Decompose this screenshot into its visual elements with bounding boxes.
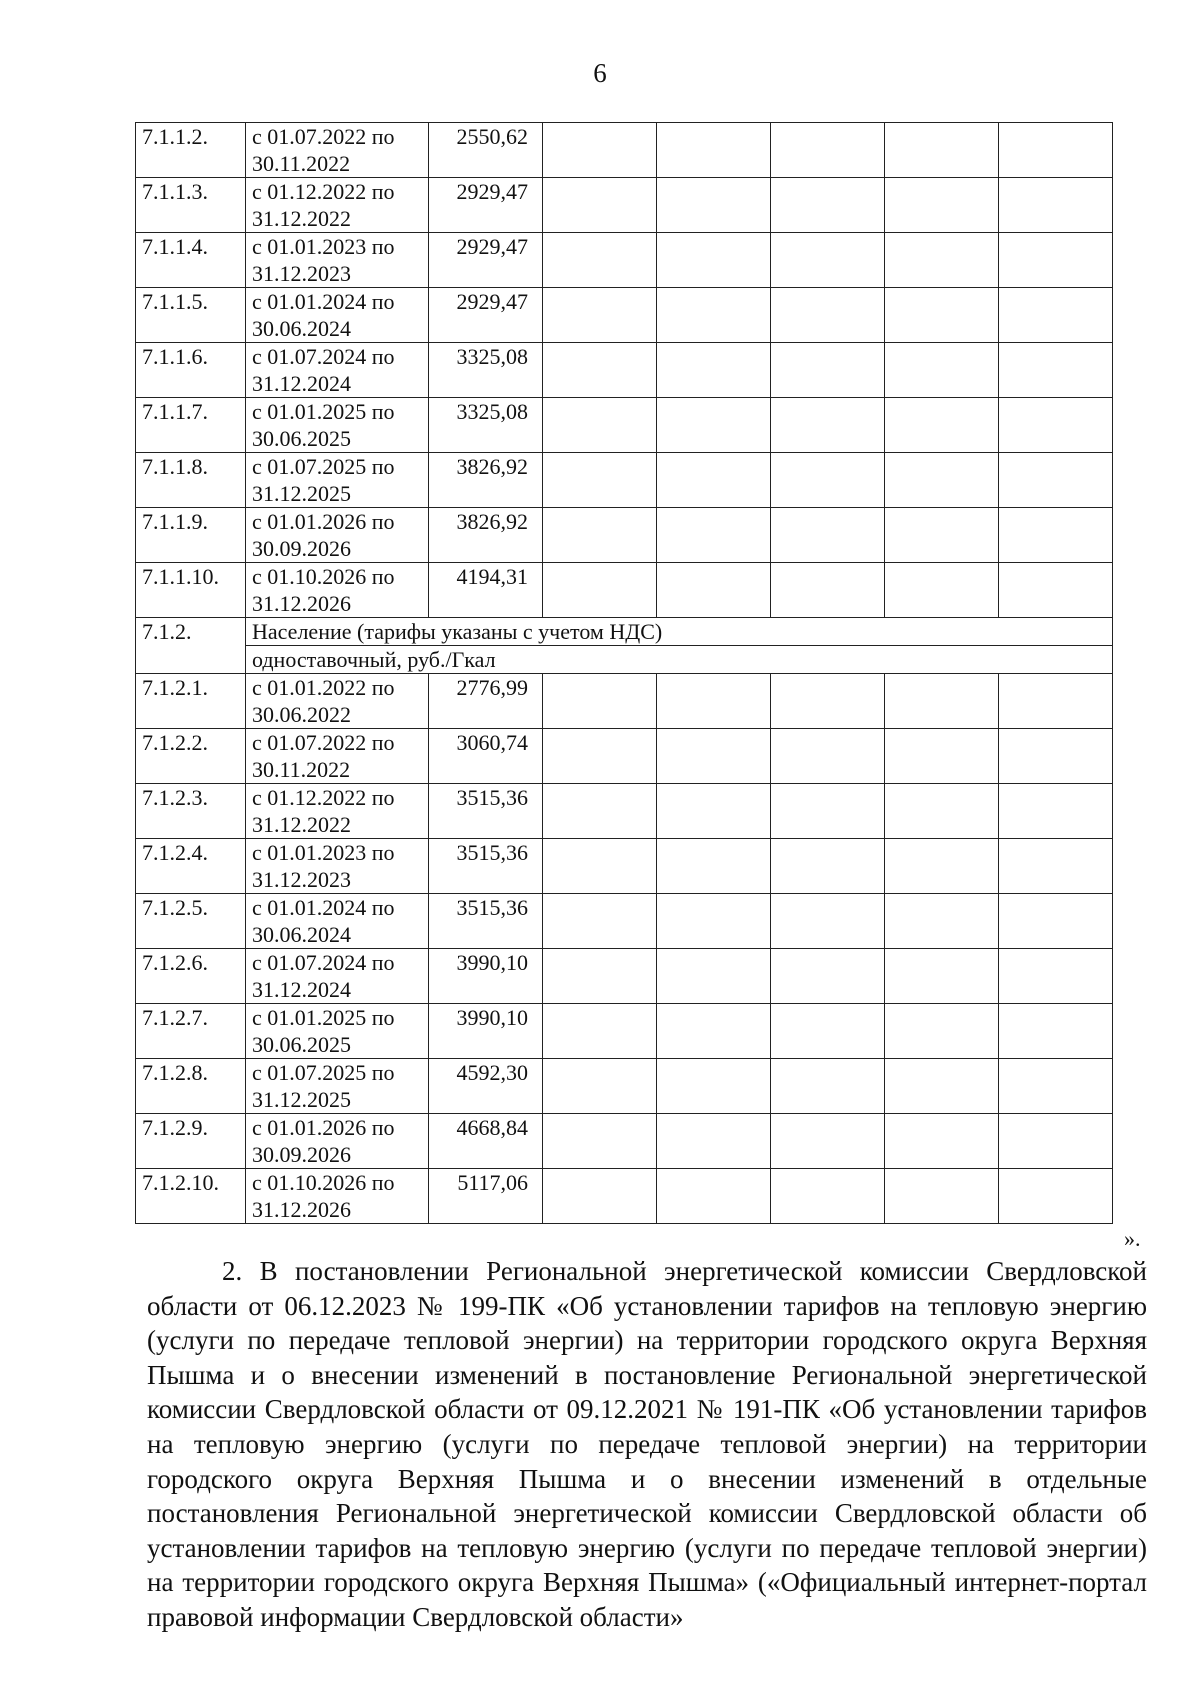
empty-cell bbox=[657, 178, 771, 233]
table-row bbox=[136, 949, 1113, 1004]
row-value: 4592,30 bbox=[429, 1059, 543, 1114]
empty-cell bbox=[543, 1004, 657, 1059]
row-value: 2550,62 bbox=[429, 123, 543, 178]
empty-cell bbox=[543, 453, 657, 508]
table-row bbox=[136, 1004, 1113, 1059]
empty-cell bbox=[999, 894, 1113, 949]
row-value: 4668,84 bbox=[429, 1114, 543, 1169]
empty-cell bbox=[543, 729, 657, 784]
row-period: с 01.12.2022 по 31.12.2022 bbox=[246, 178, 429, 233]
empty-cell bbox=[999, 453, 1113, 508]
table-row bbox=[136, 453, 1113, 508]
table-row bbox=[136, 563, 1113, 618]
row-period: с 01.01.2026 по 30.09.2026 bbox=[246, 508, 429, 563]
row-period: с 01.01.2024 по 30.06.2024 bbox=[246, 894, 429, 949]
empty-cell bbox=[657, 1169, 771, 1224]
table-row bbox=[136, 178, 1113, 233]
page-number: 6 bbox=[593, 58, 607, 88]
empty-cell bbox=[999, 839, 1113, 894]
empty-cell bbox=[543, 839, 657, 894]
empty-cell bbox=[885, 674, 999, 729]
empty-cell bbox=[543, 563, 657, 618]
empty-cell bbox=[657, 784, 771, 839]
empty-cell bbox=[771, 1059, 885, 1114]
row-number: 7.1.2.3. bbox=[136, 784, 246, 839]
empty-cell bbox=[771, 508, 885, 563]
row-period: с 01.01.2025 по 30.06.2025 bbox=[246, 398, 429, 453]
row-number: 7.1.2.1. bbox=[136, 674, 246, 729]
empty-cell bbox=[999, 784, 1113, 839]
empty-cell bbox=[771, 729, 885, 784]
empty-cell bbox=[771, 343, 885, 398]
empty-cell bbox=[885, 508, 999, 563]
table-row bbox=[136, 1169, 1113, 1224]
empty-cell bbox=[771, 563, 885, 618]
empty-cell bbox=[999, 1004, 1113, 1059]
empty-cell bbox=[657, 729, 771, 784]
row-period: с 01.07.2024 по 31.12.2024 bbox=[246, 343, 429, 398]
row-value: 3826,92 bbox=[429, 508, 543, 563]
row-period: с 01.01.2026 по 30.09.2026 bbox=[246, 1114, 429, 1169]
empty-cell bbox=[999, 233, 1113, 288]
table-row bbox=[136, 233, 1113, 288]
empty-cell bbox=[657, 453, 771, 508]
empty-cell bbox=[999, 729, 1113, 784]
empty-cell bbox=[771, 398, 885, 453]
empty-cell bbox=[543, 343, 657, 398]
empty-cell bbox=[999, 1059, 1113, 1114]
empty-cell bbox=[771, 233, 885, 288]
table-row bbox=[136, 398, 1113, 453]
empty-cell bbox=[657, 123, 771, 178]
row-value: 3325,08 bbox=[429, 343, 543, 398]
empty-cell bbox=[885, 453, 999, 508]
empty-cell bbox=[885, 729, 999, 784]
empty-cell bbox=[771, 1114, 885, 1169]
row-period: с 01.12.2022 по 31.12.2022 bbox=[246, 784, 429, 839]
table-row bbox=[136, 894, 1113, 949]
category-subtitle: одноставочный, руб./Гкал bbox=[246, 646, 1113, 674]
category-subtitle-row bbox=[136, 646, 1113, 674]
empty-cell bbox=[543, 1059, 657, 1114]
row-number: 7.1.1.3. bbox=[136, 178, 246, 233]
row-value: 2776,99 bbox=[429, 674, 543, 729]
empty-cell bbox=[657, 508, 771, 563]
empty-cell bbox=[543, 288, 657, 343]
row-number: 7.1.1.6. bbox=[136, 343, 246, 398]
row-period: с 01.10.2026 по 31.12.2026 bbox=[246, 563, 429, 618]
empty-cell bbox=[999, 674, 1113, 729]
table-row bbox=[136, 123, 1113, 178]
table-row bbox=[136, 288, 1113, 343]
row-value: 5117,06 bbox=[429, 1169, 543, 1224]
empty-cell bbox=[771, 1169, 885, 1224]
empty-cell bbox=[999, 398, 1113, 453]
empty-cell bbox=[885, 839, 999, 894]
table-row bbox=[136, 729, 1113, 784]
row-number: 7.1.1.5. bbox=[136, 288, 246, 343]
row-value: 2929,47 bbox=[429, 178, 543, 233]
empty-cell bbox=[771, 123, 885, 178]
empty-cell bbox=[657, 894, 771, 949]
empty-cell bbox=[543, 894, 657, 949]
empty-cell bbox=[885, 123, 999, 178]
empty-cell bbox=[543, 1114, 657, 1169]
row-value: 3990,10 bbox=[429, 1004, 543, 1059]
row-period: с 01.07.2025 по 31.12.2025 bbox=[246, 1059, 429, 1114]
empty-cell bbox=[885, 563, 999, 618]
row-value: 3826,92 bbox=[429, 453, 543, 508]
empty-cell bbox=[657, 839, 771, 894]
empty-cell bbox=[885, 178, 999, 233]
row-number: 7.1.2.9. bbox=[136, 1114, 246, 1169]
table-row bbox=[136, 674, 1113, 729]
row-number: 7.1.2.7. bbox=[136, 1004, 246, 1059]
empty-cell bbox=[885, 288, 999, 343]
empty-cell bbox=[657, 674, 771, 729]
row-number: 7.1.1.4. bbox=[136, 233, 246, 288]
row-period: с 01.07.2025 по 31.12.2025 bbox=[246, 453, 429, 508]
empty-cell bbox=[999, 288, 1113, 343]
empty-cell bbox=[543, 1169, 657, 1224]
empty-cell bbox=[771, 674, 885, 729]
table-row bbox=[136, 343, 1113, 398]
row-number: 7.1.1.8. bbox=[136, 453, 246, 508]
empty-cell bbox=[771, 839, 885, 894]
empty-cell bbox=[771, 1004, 885, 1059]
empty-cell bbox=[885, 343, 999, 398]
row-value: 3515,36 bbox=[429, 784, 543, 839]
body-paragraph: 2. В постановлении Региональной энергетической комиссии Свердловской области от 06.12.2023 № 199-ПК «Об установлении тарифов на тепловую энергию (услуги по передаче тепловой энергии) на территории городского округа Верхняя Пышма и о внесении изменений в постановление Региональной энергетической комиссии Свердловской области от 09.12.2021 № 191-ПК «Об установлении тарифов на тепловую энергию (услуги по передаче тепловой энергии) на территории городского округа Верхняя Пышма и о внесении изменений в отдельные постановления Региональной энергетической комиссии Свердловской области об установлении тарифов на тепловую энергию (услуги по передаче тепловой энергии) на территории городского округа Верхняя Пышма» («Официальный интернет-портал правовой информации Свердловской области» bbox=[147, 1256, 1147, 1632]
empty-cell bbox=[543, 674, 657, 729]
row-value: 3515,36 bbox=[429, 894, 543, 949]
empty-cell bbox=[657, 1114, 771, 1169]
row-number: 7.1.2.10. bbox=[136, 1169, 246, 1224]
empty-cell bbox=[999, 1169, 1113, 1224]
row-number: 7.1.1.7. bbox=[136, 398, 246, 453]
empty-cell bbox=[999, 563, 1113, 618]
category-number: 7.1.2. bbox=[136, 618, 246, 674]
table-row bbox=[136, 508, 1113, 563]
row-value: 3515,36 bbox=[429, 839, 543, 894]
empty-cell bbox=[885, 784, 999, 839]
empty-cell bbox=[885, 1059, 999, 1114]
empty-cell bbox=[885, 894, 999, 949]
empty-cell bbox=[885, 1114, 999, 1169]
row-number: 7.1.2.4. bbox=[136, 839, 246, 894]
row-value: 2929,47 bbox=[429, 233, 543, 288]
row-value: 3325,08 bbox=[429, 398, 543, 453]
empty-cell bbox=[771, 894, 885, 949]
row-number: 7.1.1.10. bbox=[136, 563, 246, 618]
table-row bbox=[136, 784, 1113, 839]
empty-cell bbox=[999, 123, 1113, 178]
table-row bbox=[136, 839, 1113, 894]
empty-cell bbox=[999, 1114, 1113, 1169]
empty-cell bbox=[885, 233, 999, 288]
empty-cell bbox=[543, 508, 657, 563]
table-row bbox=[136, 1114, 1113, 1169]
row-period: с 01.01.2024 по 30.06.2024 bbox=[246, 288, 429, 343]
row-number: 7.1.2.2. bbox=[136, 729, 246, 784]
empty-cell bbox=[543, 398, 657, 453]
table-row bbox=[136, 1059, 1113, 1114]
empty-cell bbox=[657, 1059, 771, 1114]
empty-cell bbox=[657, 949, 771, 1004]
row-period: с 01.07.2022 по 30.11.2022 bbox=[246, 123, 429, 178]
empty-cell bbox=[885, 1004, 999, 1059]
row-value: 3990,10 bbox=[429, 949, 543, 1004]
category-title: Население (тарифы указаны с учетом НДС) bbox=[246, 618, 1113, 646]
empty-cell bbox=[657, 288, 771, 343]
row-value: 2929,47 bbox=[429, 288, 543, 343]
empty-cell bbox=[771, 784, 885, 839]
closing-quote: ». bbox=[1124, 1226, 1141, 1251]
empty-cell bbox=[885, 949, 999, 1004]
empty-cell bbox=[543, 178, 657, 233]
row-number: 7.1.2.5. bbox=[136, 894, 246, 949]
empty-cell bbox=[657, 233, 771, 288]
row-period: с 01.01.2025 по 30.06.2025 bbox=[246, 1004, 429, 1059]
empty-cell bbox=[657, 343, 771, 398]
empty-cell bbox=[543, 233, 657, 288]
row-number: 7.1.1.9. bbox=[136, 508, 246, 563]
row-value: 3060,74 bbox=[429, 729, 543, 784]
empty-cell bbox=[999, 949, 1113, 1004]
empty-cell bbox=[771, 453, 885, 508]
empty-cell bbox=[657, 1004, 771, 1059]
empty-cell bbox=[771, 178, 885, 233]
empty-cell bbox=[999, 178, 1113, 233]
empty-cell bbox=[885, 398, 999, 453]
empty-cell bbox=[543, 123, 657, 178]
empty-cell bbox=[543, 949, 657, 1004]
row-period: с 01.10.2026 по 31.12.2026 bbox=[246, 1169, 429, 1224]
empty-cell bbox=[543, 784, 657, 839]
empty-cell bbox=[999, 508, 1113, 563]
empty-cell bbox=[885, 1169, 999, 1224]
row-period: с 01.01.2023 по 31.12.2023 bbox=[246, 839, 429, 894]
row-period: с 01.07.2024 по 31.12.2024 bbox=[246, 949, 429, 1004]
row-value: 4194,31 bbox=[429, 563, 543, 618]
empty-cell bbox=[999, 343, 1113, 398]
empty-cell bbox=[657, 398, 771, 453]
empty-cell bbox=[657, 563, 771, 618]
row-number: 7.1.2.6. bbox=[136, 949, 246, 1004]
row-period: с 01.01.2022 по 30.06.2022 bbox=[246, 674, 429, 729]
row-period: с 01.07.2022 по 30.11.2022 bbox=[246, 729, 429, 784]
tariff-table bbox=[135, 122, 1113, 1224]
empty-cell bbox=[771, 288, 885, 343]
row-number: 7.1.2.8. bbox=[136, 1059, 246, 1114]
row-period: с 01.01.2023 по 31.12.2023 bbox=[246, 233, 429, 288]
row-number: 7.1.1.2. bbox=[136, 123, 246, 178]
empty-cell bbox=[771, 949, 885, 1004]
category-row bbox=[136, 618, 1113, 646]
